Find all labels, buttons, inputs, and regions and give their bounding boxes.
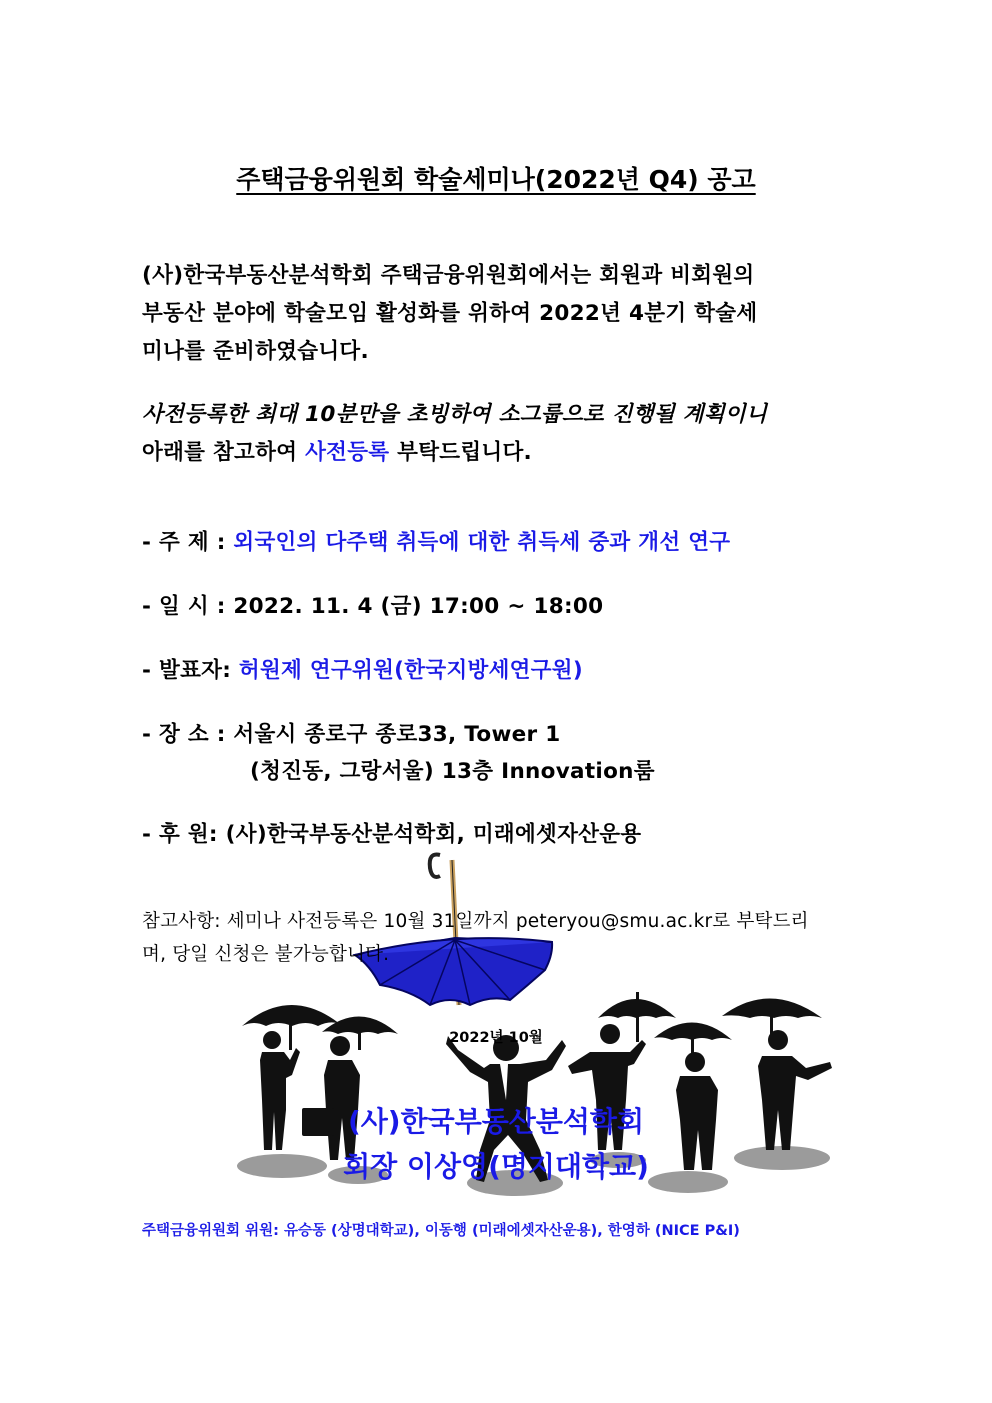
organization-name: (사)한국부동산분석학회 [347,1105,645,1138]
page-title: 주택금융위원회 학술세미나(2022년 Q4) 공고 [236,165,756,194]
datetime-row: - 일 시 : 2022. 11. 4 (금) 17:00 ~ 18:00 [142,594,604,619]
presenter-row: - 발표자: 허원제 연구위원(한국지방세연구원) [142,658,583,683]
intro-line-2: 부동산 분야에 학술모임 활성화를 위하여 2022년 4분기 학술세 [142,301,758,326]
topic-value: 외국인의 다주택 취득에 대한 취득세 중과 개선 연구 [233,530,731,555]
announcement-date: 2022년 10월 [449,1030,543,1046]
committee-members: 주택금융위원회 위원: 유승동 (상명대학교), 이동행 (미래에셋자산운용), 한영하 (NICE P&I) [142,1223,740,1239]
topic-row: - 주 제 : 외국인의 다주택 취득에 대한 취득세 중과 개선 연구 [142,530,731,555]
preregistration-highlight: 사전등록 [305,440,390,465]
venue-line-2: (청진동, 그랑서울) 13층 Innovation룸 [250,759,655,784]
sponsor-row: - 후 원: (사)한국부동산분석학회, 미래에셋자산운용 [142,822,642,847]
presenter-value: 허원제 연구위원(한국지방세연구원) [238,658,583,683]
datetime-value: 2022. 11. 4 (금) 17:00 ~ 18:00 [233,594,604,619]
venue-row: - 장 소 : 서울시 종로구 종로33, Tower 1 [142,722,561,747]
intro-line-3: 미나를 준비하였습니다. [142,339,369,364]
note-line-1: 참고사항: 세미나 사전등록은 10월 31일까지 peteryou@smu.ac.kr로 부탁드리 [142,911,809,932]
invite-line-2: 아래를 참고하여 사전등록 부탁드립니다. [142,440,533,465]
venue-line-1: 서울시 종로구 종로33, Tower 1 [233,722,561,747]
note-line-2: 며, 당일 신청은 불가능합니다. [142,944,390,965]
intro-line-1: (사)한국부동산분석학회 주택금융위원회에서는 회원과 비회원의 [142,263,755,288]
sponsor-value: (사)한국부동산분석학회, 미래에셋자산운용 [225,822,642,847]
president-name: 회장 이상영(명지대학교) [343,1150,649,1183]
invite-line-1: 사전등록한 최대 10분만을 초빙하여 소그룹으로 진행될 계획이니 [142,402,768,427]
